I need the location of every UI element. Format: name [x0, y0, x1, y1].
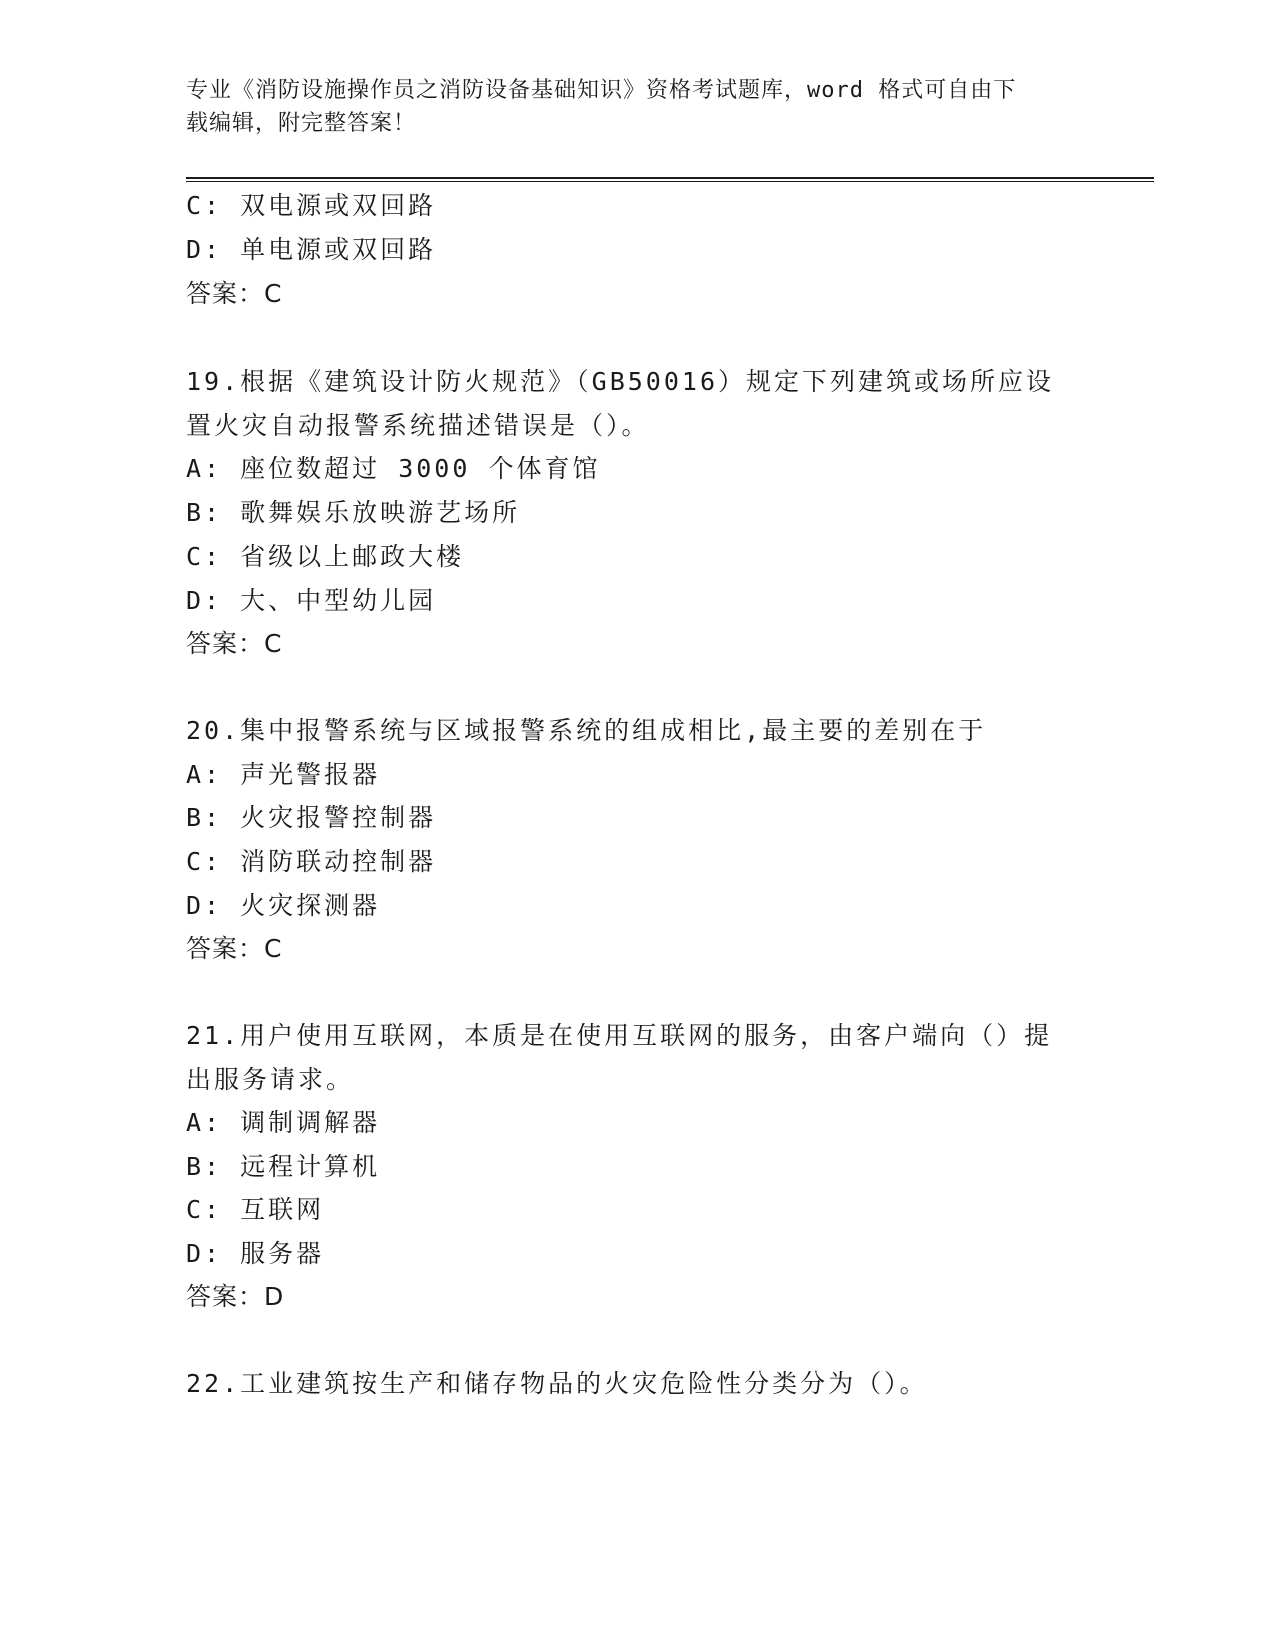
- q18-option-d: D: 单电源或双回路: [186, 235, 437, 264]
- q20-answer: 答案：C: [186, 934, 283, 963]
- q19-option-d: D: 大、中型幼儿园: [186, 586, 437, 615]
- q21-stem-line-2: 出服务请求。: [186, 1065, 355, 1094]
- q21-option-c: C: 互联网: [186, 1195, 325, 1224]
- q22-stem-line-1: 22.工业建筑按生产和储存物品的火灾危险性分类分为（）。: [186, 1369, 928, 1398]
- header-divider: [186, 177, 1154, 182]
- header-line-1: 专业《消防设施操作员之消防设备基础知识》资格考试题库，word 格式可自由下: [186, 78, 1017, 103]
- q19-option-a: A: 座位数超过 3000 个体育馆: [186, 454, 601, 483]
- q19-option-c: C: 省级以上邮政大楼: [186, 542, 465, 571]
- q19-answer: 答案：C: [186, 629, 283, 658]
- q20-stem-line-1: 20.集中报警系统与区域报警系统的组成相比,最主要的差别在于: [186, 716, 987, 745]
- header-line-2: 载编辑，附完整答案！: [186, 111, 417, 136]
- q21-option-a: A: 调制调解器: [186, 1108, 381, 1137]
- q20-option-a: A: 声光警报器: [186, 760, 381, 789]
- q19-stem-line-1: 19.根据《建筑设计防火规范》（GB50016）规定下列建筑或场所应设: [186, 367, 1055, 396]
- q21-answer: 答案：D: [186, 1282, 285, 1311]
- document-header: [186, 74, 1076, 140]
- q20-option-b: B: 火灾报警控制器: [186, 803, 437, 832]
- q21-option-b: B: 远程计算机: [186, 1152, 381, 1181]
- q19-stem-line-2: 置火灾自动报警系统描述错误是（）。: [186, 411, 650, 440]
- q20-option-d: D: 火灾探测器: [186, 891, 381, 920]
- q20-option-c: C: 消防联动控制器: [186, 847, 437, 876]
- q21-stem-line-1: 21.用户使用互联网，本质是在使用互联网的服务，由客户端向（）提: [186, 1021, 1053, 1050]
- q21-option-d: D: 服务器: [186, 1239, 325, 1268]
- q19-option-b: B: 歌舞娱乐放映游艺场所: [186, 498, 521, 527]
- q18-option-c: C: 双电源或双回路: [186, 191, 437, 220]
- q18-answer: 答案：C: [186, 279, 283, 308]
